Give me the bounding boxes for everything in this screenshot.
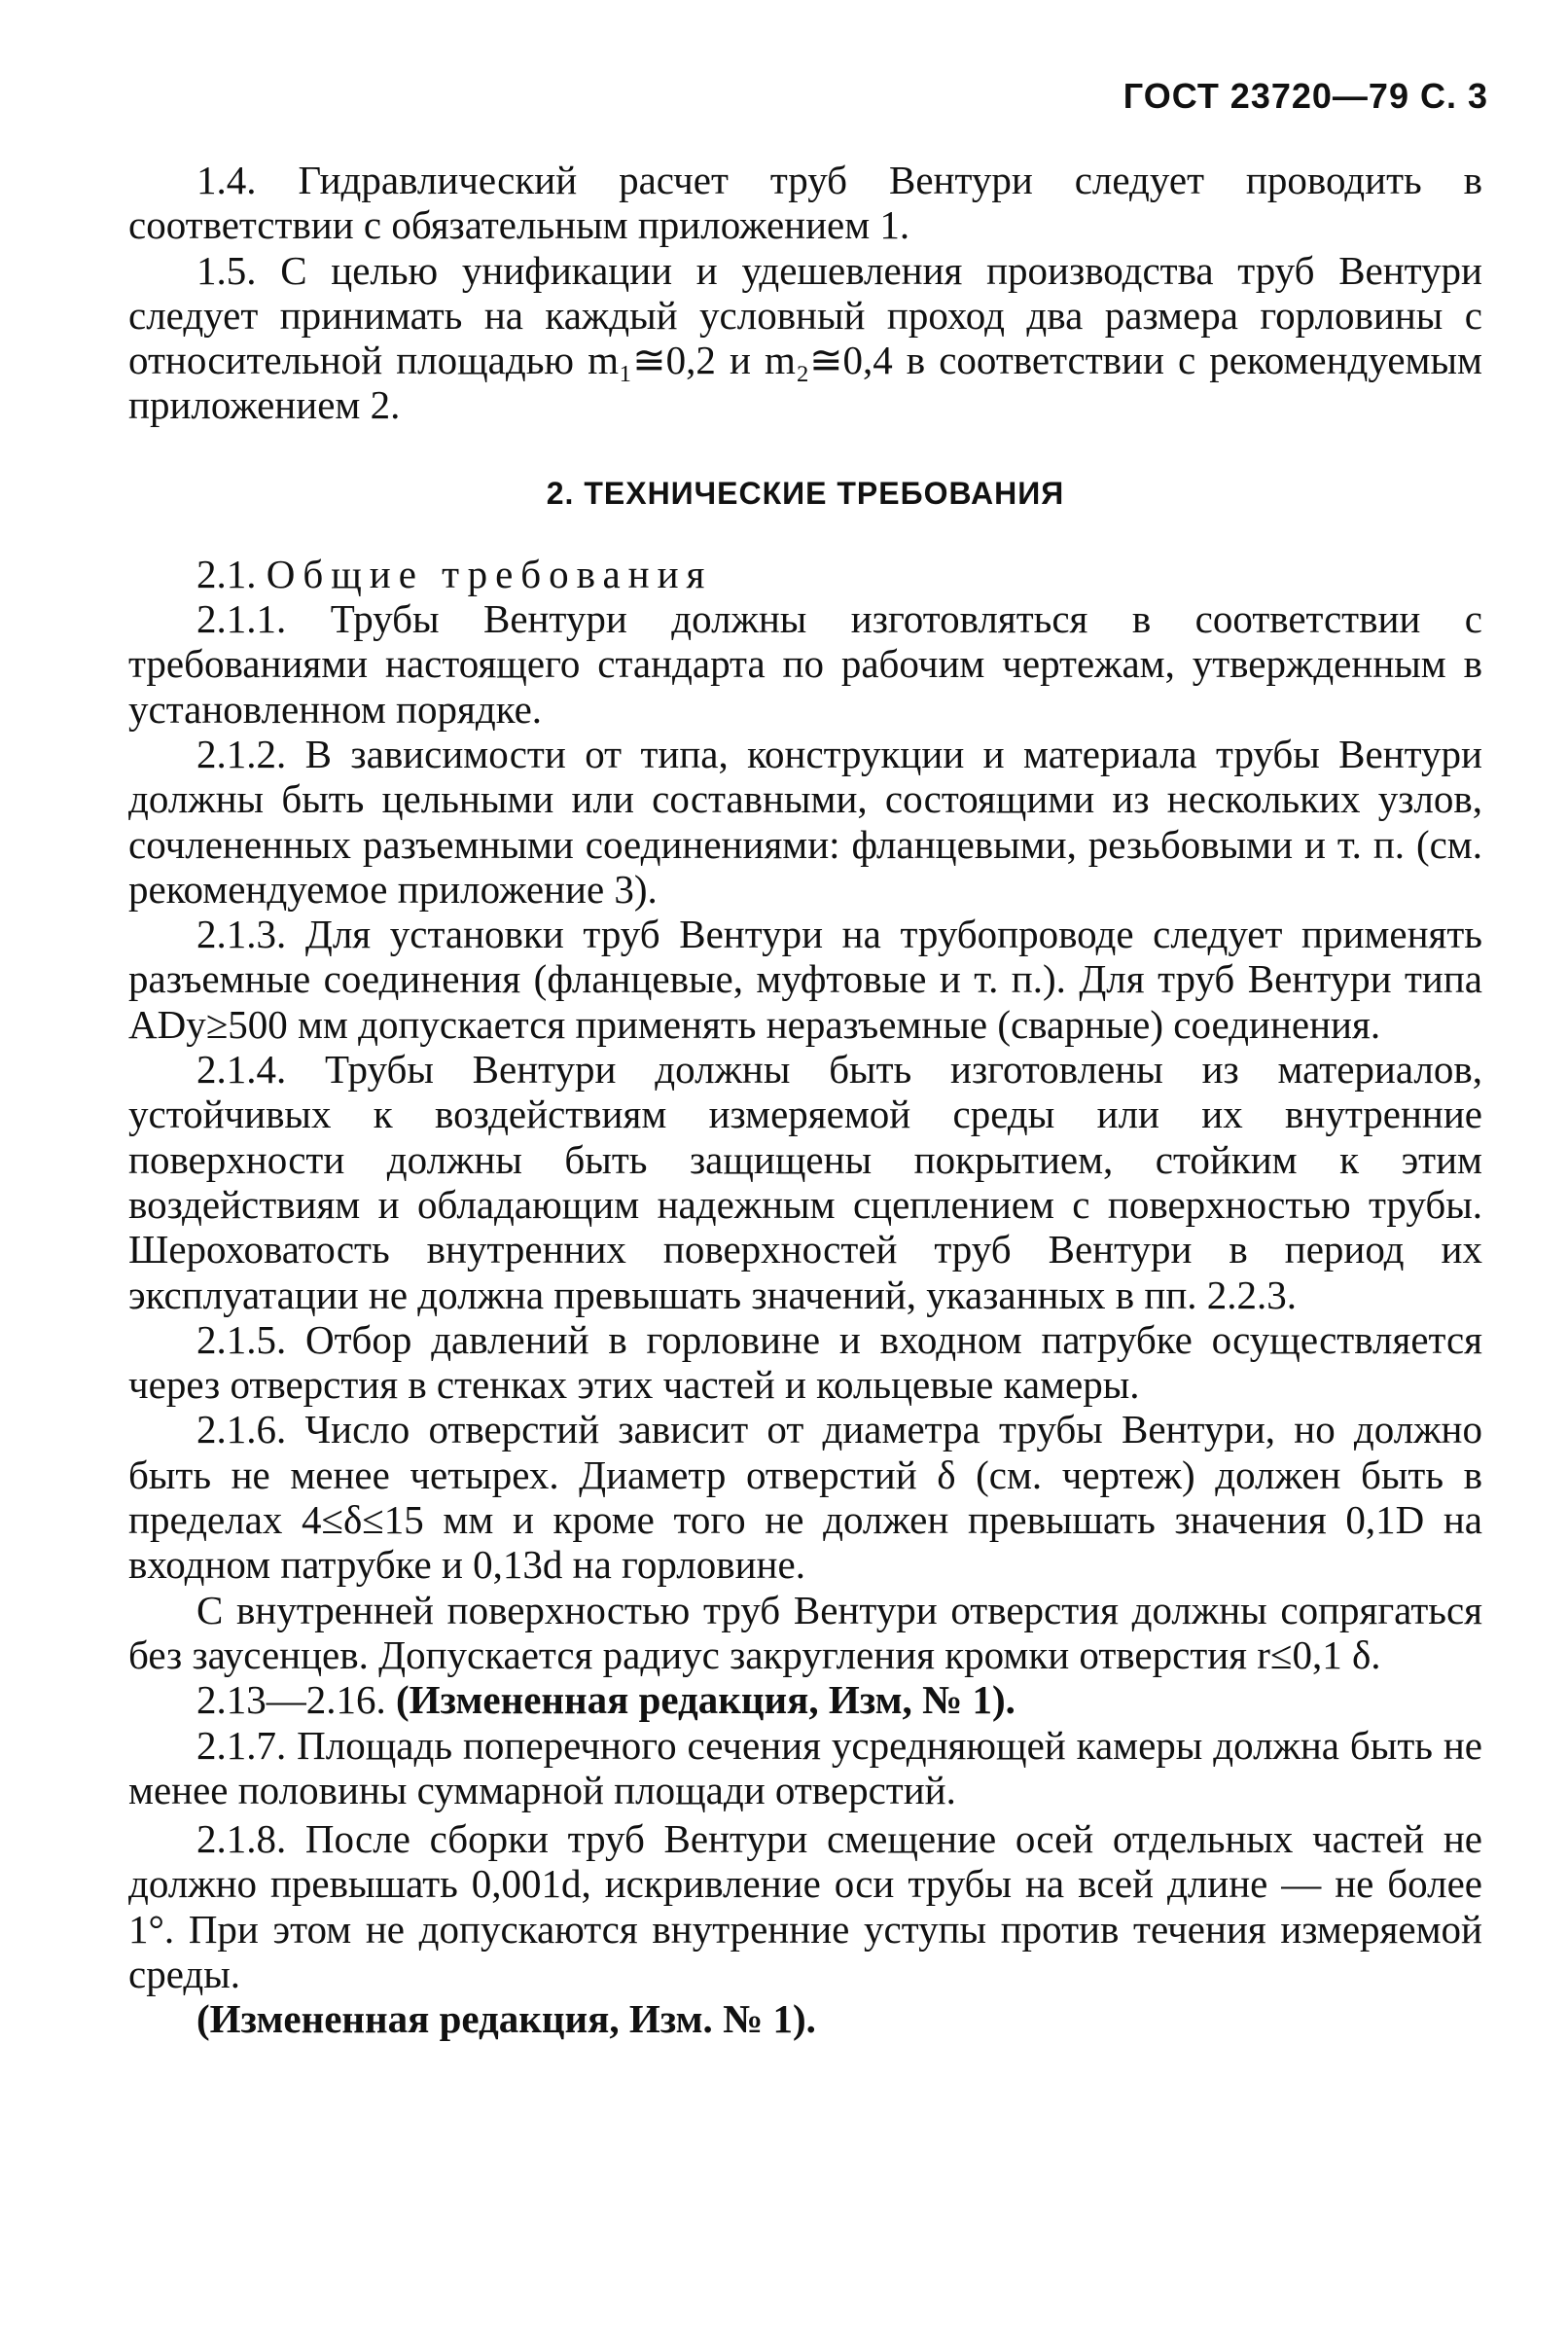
paragraph-2-1-6: 2.1.6. Число отверстий зависит от диаметра трубы Вентури, но должно быть не менее четырех. Диаметр отверстий δ (см. чертеж) должен быть в пределах 4≤δ≤15 мм и кроме того не должен превышать значения 0,1D на входном патрубке и 0,13d на горловине. (128, 1407, 1482, 1588)
amendment-note-2: (Измененная редакция, Изм. № 1). (196, 1996, 816, 2042)
paragraph-1-5: 1.5. С целью унификации и удешевления производства труб Вентури следует принимать на каждый условный проход два размера горловины с относительной площадью m₁≅0,2 и m₂≅0,4 в соответствии с рекомендуемым приложением 2. (128, 247, 1482, 428)
paragraph-2-1-5: 2.1.5. Отбор давлений в горловине и входном патрубке осуществляется через отверстия в стенках этих частей и кольцевые камеры. (128, 1316, 1482, 1408)
amendment-note-1: (Измененная редакция, Изм, № 1). (396, 1677, 1016, 1723)
paragraph-inner-surface: С внутренней поверхностью труб Вентури отверстия должны сопрягаться без заусенцев. Допускается радиус закругления кромки отверстия r≤0,1 δ. (128, 1587, 1482, 1677)
subsection-number: 2.1. (196, 551, 257, 596)
paragraph-1-4: 1.4. Гидравлический расчет труб Вентури следует проводить в соответствии с обязательным приложением 1. (128, 158, 1482, 248)
section-title: 2. ТЕХНИЧЕСКИЕ ТРЕБОВАНИЯ (546, 475, 1065, 511)
paragraph-2-1-3: 2.1.3. Для установки труб Вентури на трубопроводе следует применять разъемные соединения (фланцевые, муфтовые и т. п.). Для труб Вентури типа ADу≥500 мм допускается применять неразъемные (сварные) соединения. (128, 912, 1482, 1047)
paragraph-2-1-1: 2.1.1. Трубы Вентури должны изготовляться в соответствии с требованиями настоящего стандарта по рабочим чертежам, утвержденным в установленном порядке. (128, 596, 1482, 732)
paragraph-2-1-2: 2.1.2. В зависимости от типа, конструкции и материала трубы Вентури должны быть цельными или составными, состоящими из нескольких узлов, сочлененных разъемными соединениями: фланцевыми, резьбовыми и т. п. (см. рекомендуемое приложение 3). (128, 731, 1482, 912)
subsection-text: Общие требования (266, 551, 713, 596)
paragraph-2-1-4: 2.1.4. Трубы Вентури должны быть изготовлены из материалов, устойчивых к воздействиям измеряемой среды или их внутренние поверхности должны быть защищены покрытием, стойким к этим воздействиям и обладающим надежным сцеплением с поверхностью трубы. Шероховатость внутренних поверхностей труб Вентури в период их эксплуатации не должна превышать значений, указанных в пп. 2.2.3. (128, 1047, 1482, 1317)
document-body (128, 158, 1482, 2042)
paragraph-2-1-7: 2.1.7. Площадь поперечного сечения усредняющей камеры должна быть не менее половины суммарной площади отверстий. (128, 1722, 1482, 1812)
subsection-title (128, 552, 1482, 596)
amendment-ref: 2.13—2.16. (196, 1677, 386, 1723)
amendment-line-1 (128, 1677, 1482, 1722)
page-header: ГОСТ 23720—79 С. 3 (1123, 76, 1488, 116)
paragraph-2-1-8: 2.1.8. После сборки труб Вентури смещение осей отдельных частей не должно превышать 0,001d, искривление оси трубы на всей длине — не более 1°. При этом не допускаются внутренние уступы против течения измеряемой среды. (128, 1816, 1482, 1996)
